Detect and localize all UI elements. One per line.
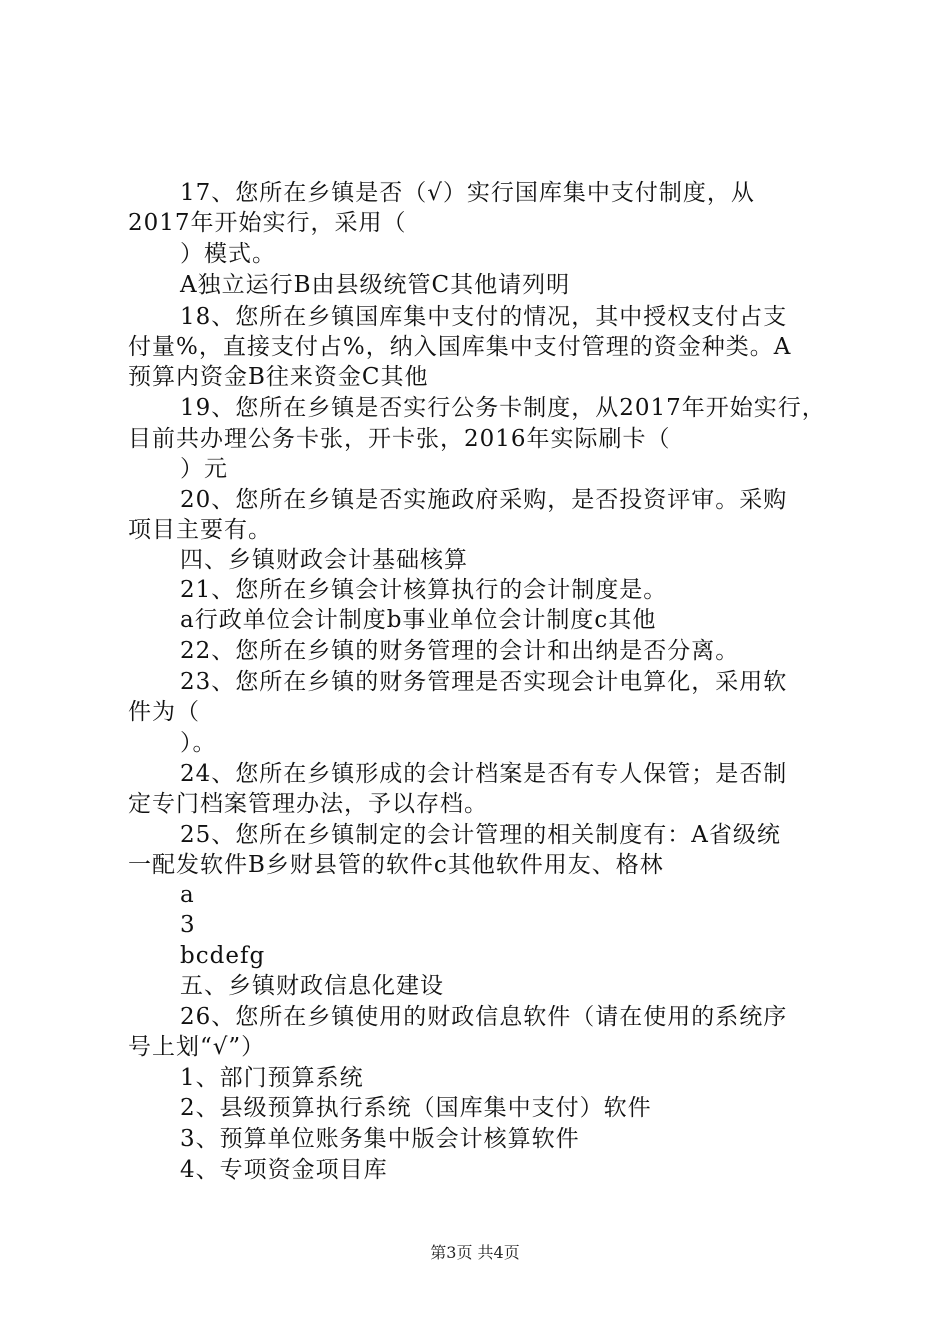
- text-line: 17、您所在乡镇是否（√）实行国库集中支付制度，从: [180, 180, 755, 206]
- text-line: a行政单位会计制度b事业单位会计制度c其他: [180, 607, 657, 633]
- text-line: 3: [180, 912, 196, 938]
- text-line: 23、您所在乡镇的财务管理是否实现会计电算化，采用软: [180, 669, 788, 695]
- list-item: 2、县级预算执行系统（国库集中支付）软件: [180, 1095, 652, 1121]
- text-line: 25、您所在乡镇制定的会计管理的相关制度有：A省级统: [180, 822, 781, 848]
- text-line: 19、您所在乡镇是否实行公务卡制度，从2017年开始实行，: [180, 395, 826, 421]
- text-line: 号上划“√”）: [128, 1034, 266, 1060]
- section-heading: 四、乡镇财政会计基础核算: [180, 547, 468, 573]
- text-line: 付量%，直接支付占%，纳入国库集中支付管理的资金种类。A: [128, 334, 792, 360]
- text-line: 项目主要有。: [128, 517, 272, 543]
- text-line: 24、您所在乡镇形成的会计档案是否有专人保管；是否制: [180, 761, 788, 787]
- text-line: 20、您所在乡镇是否实施政府采购，是否投资评审。采购: [180, 487, 788, 513]
- text-line: 2017年开始实行，采用（: [128, 210, 407, 236]
- text-line: 22、您所在乡镇的财务管理的会计和出纳是否分离。: [180, 638, 740, 664]
- text-line: a: [180, 882, 195, 908]
- list-item: 4、专项资金项目库: [180, 1157, 388, 1183]
- text-line: 目前共办理公务卡张，开卡张，2016年实际刷卡（: [128, 426, 671, 452]
- text-line: 预算内资金B往来资金C其他: [128, 364, 429, 390]
- text-line: ）。: [180, 730, 217, 756]
- list-item: 3、预算单位账务集中版会计核算软件: [180, 1126, 580, 1152]
- text-line: ）模式。: [180, 241, 276, 267]
- text-line: 21、您所在乡镇会计核算执行的会计制度是。: [180, 577, 668, 603]
- text-line: 18、您所在乡镇国库集中支付的情况，其中授权支付占支: [180, 304, 788, 330]
- page-footer: 第3页 共4页: [430, 1243, 520, 1262]
- text-line: 一配发软件B乡财县管的软件c其他软件用友、格林: [128, 852, 664, 878]
- section-heading: 五、乡镇财政信息化建设: [180, 973, 444, 999]
- text-line: 件为（: [128, 699, 200, 725]
- text-line: ）元: [180, 456, 228, 482]
- text-line: 定专门档案管理办法，予以存档。: [128, 791, 488, 817]
- text-line: A独立运行B由县级统管C其他请列明: [180, 272, 571, 298]
- list-item: 1、部门预算系统: [180, 1065, 364, 1091]
- text-line: bcdefg: [180, 943, 266, 969]
- text-line: 26、您所在乡镇使用的财政信息软件（请在使用的系统序: [180, 1004, 788, 1030]
